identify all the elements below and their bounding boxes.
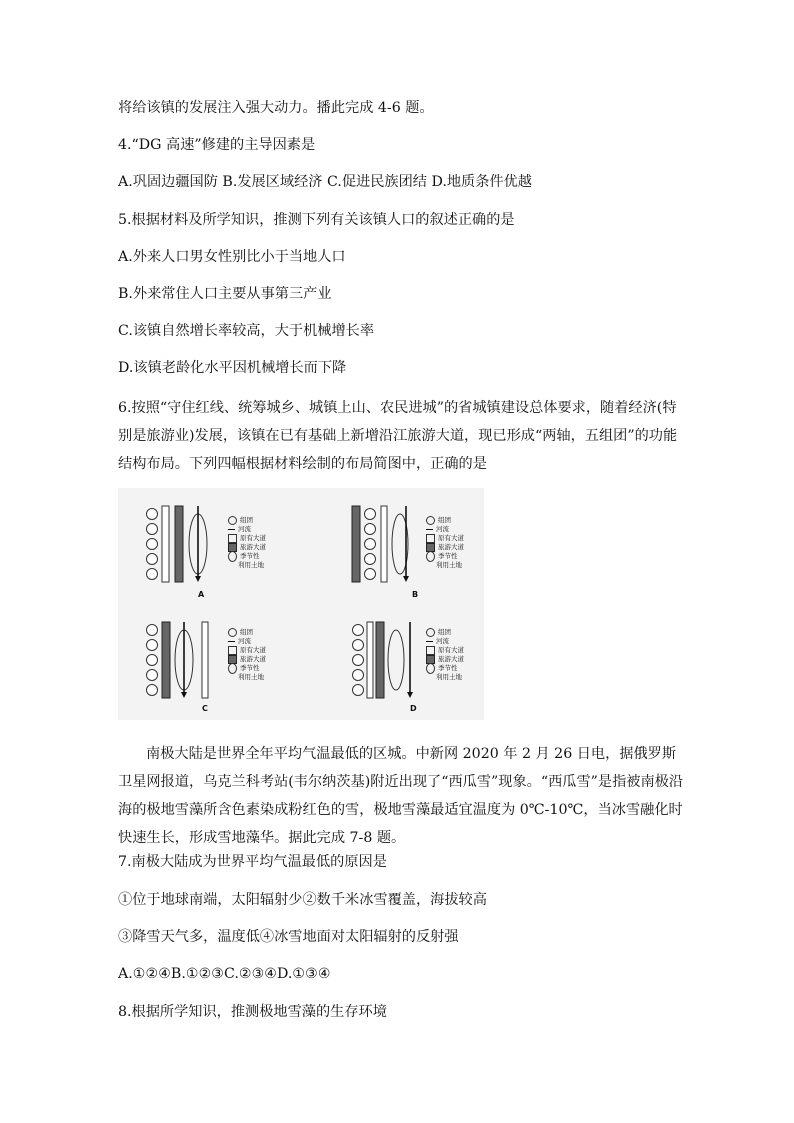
- arrow-icon: [426, 529, 433, 530]
- spacer: [228, 674, 235, 681]
- legend-label: 组团: [240, 628, 253, 636]
- question-5-option-b: B.外来常住人口主要从事第三产业: [118, 286, 332, 302]
- passage: 南极大陆是世界全年平均气温最低的区城。中新网 2020 年 2 月 26 日电，据俄罗斯卫星网报道，乌克兰科考站(韦尔纳茨基)附近出现了“西瓜雪”现象。“西瓜雪”是指被南极沿海的极地雪藻所含色素染成粉红色的雪，极地雪藻最适宜温度为 0℃-10℃，当冰雪融化时快速生长，形成雪地藻华。据此完成 7-8 题。: [118, 746, 684, 846]
- circle-icon: [426, 628, 435, 637]
- question-4-options: A.巩固边疆国防 B.发展区域经济 C.促进民族团结 D.地质条件优越: [118, 174, 532, 190]
- caption-c: C: [202, 704, 208, 713]
- question-5: 5.根据材料及所学知识，推测下列有关该镇人口的叙述正确的是: [118, 212, 515, 228]
- legend-label: 河流: [436, 525, 449, 533]
- legend-label: 组团: [438, 516, 451, 524]
- legend-a: [228, 516, 266, 570]
- arrow-icon: [426, 641, 433, 642]
- layout-figure: [118, 488, 484, 720]
- legend-label: 河流: [238, 525, 251, 533]
- panel-d-diagram: [350, 620, 425, 700]
- legend-label: 季节性: [240, 552, 260, 560]
- caption-b: B: [412, 590, 419, 599]
- legend-label: 原有大道: [240, 646, 266, 654]
- legend-label: 利用土地: [436, 673, 462, 681]
- spacer: [228, 562, 235, 569]
- legend-label: 原有大道: [240, 534, 266, 542]
- ellipse-icon: [426, 663, 435, 674]
- road-icon: [426, 534, 435, 543]
- legend-label: 季节性: [438, 664, 458, 672]
- panel-a: [140, 504, 308, 608]
- ellipse-icon: [228, 663, 237, 674]
- spacer: [426, 674, 433, 681]
- arrow-icon: [228, 529, 235, 530]
- legend-label: 利用土地: [238, 561, 264, 569]
- panel-b-diagram: [350, 504, 420, 584]
- legend-label: 河流: [238, 637, 251, 645]
- question-7-statements-2: ③降雪天气多，温度低④冰雪地面对太阳辐射的反射强: [118, 929, 459, 945]
- circle-icon: [228, 628, 237, 637]
- legend-label: 旅游大道: [240, 543, 266, 551]
- ellipse-icon: [228, 551, 237, 562]
- legend-label: 利用土地: [238, 673, 264, 681]
- road-icon: [426, 646, 435, 655]
- legend-label: 旅游大道: [438, 543, 464, 551]
- question-4: 4.“DG 高速”修建的主导因素是: [118, 137, 316, 153]
- question-6: 6.按照“守住红线、统筹城乡、城镇上山、农民进城”的省城镇建设总体要求，随着经济(特别是旅游业)发展，该镇在已有基础上新增沿江旅游大道，现已形成“两轴，五组团”的功能结构布局。下列四幅根据材料绘制的布局简图中，正确的是: [118, 400, 678, 472]
- legend-label: 季节性: [240, 664, 260, 672]
- question-7-options: A.①②④B.①②③C.②③④D.①③④: [118, 966, 331, 982]
- question-5-option-c: C.该镇自然增长率较高，大于机械增长率: [118, 323, 375, 339]
- ellipse-icon: [426, 551, 435, 562]
- arrow-icon: [228, 641, 235, 642]
- spacer: [426, 562, 433, 569]
- caption-d: D: [410, 704, 417, 713]
- legend-d: [426, 628, 464, 682]
- caption-a: A: [198, 590, 205, 599]
- legend-c: [228, 628, 266, 682]
- legend-label: 原有大道: [438, 646, 464, 654]
- question-5-option-d: D.该镇老龄化水平因机械增长而下降: [118, 360, 347, 376]
- legend-label: 旅游大道: [240, 655, 266, 663]
- road-icon: [228, 534, 237, 543]
- circle-icon: [426, 516, 435, 525]
- circle-icon: [228, 516, 237, 525]
- legend-label: 河流: [436, 637, 449, 645]
- question-7: 7.南极大陆成为世界平均气温最低的原因是: [118, 854, 387, 870]
- question-7-statements-1: ①位于地球南端，太阳辐射少②数千米冰雪覆盖，海拔较高: [118, 892, 487, 908]
- question-5-option-a: A.外来人口男女性别比小于当地人口: [118, 249, 346, 265]
- legend-label: 组团: [240, 516, 253, 524]
- question-8: 8.根据所学知识，推测极地雪藻的生存环境: [118, 1004, 387, 1020]
- legend-b: [426, 516, 464, 570]
- legend-label: 利用土地: [436, 561, 462, 569]
- legend-label: 原有大道: [438, 534, 464, 542]
- legend-label: 组团: [438, 628, 451, 636]
- legend-label: 季节性: [438, 552, 458, 560]
- legend-label: 旅游大道: [438, 655, 464, 663]
- line-1: 将给该镇的发展注入强大动力。播此完成 4-6 题。: [118, 100, 434, 116]
- road-icon: [228, 646, 237, 655]
- panel-c: [140, 620, 308, 724]
